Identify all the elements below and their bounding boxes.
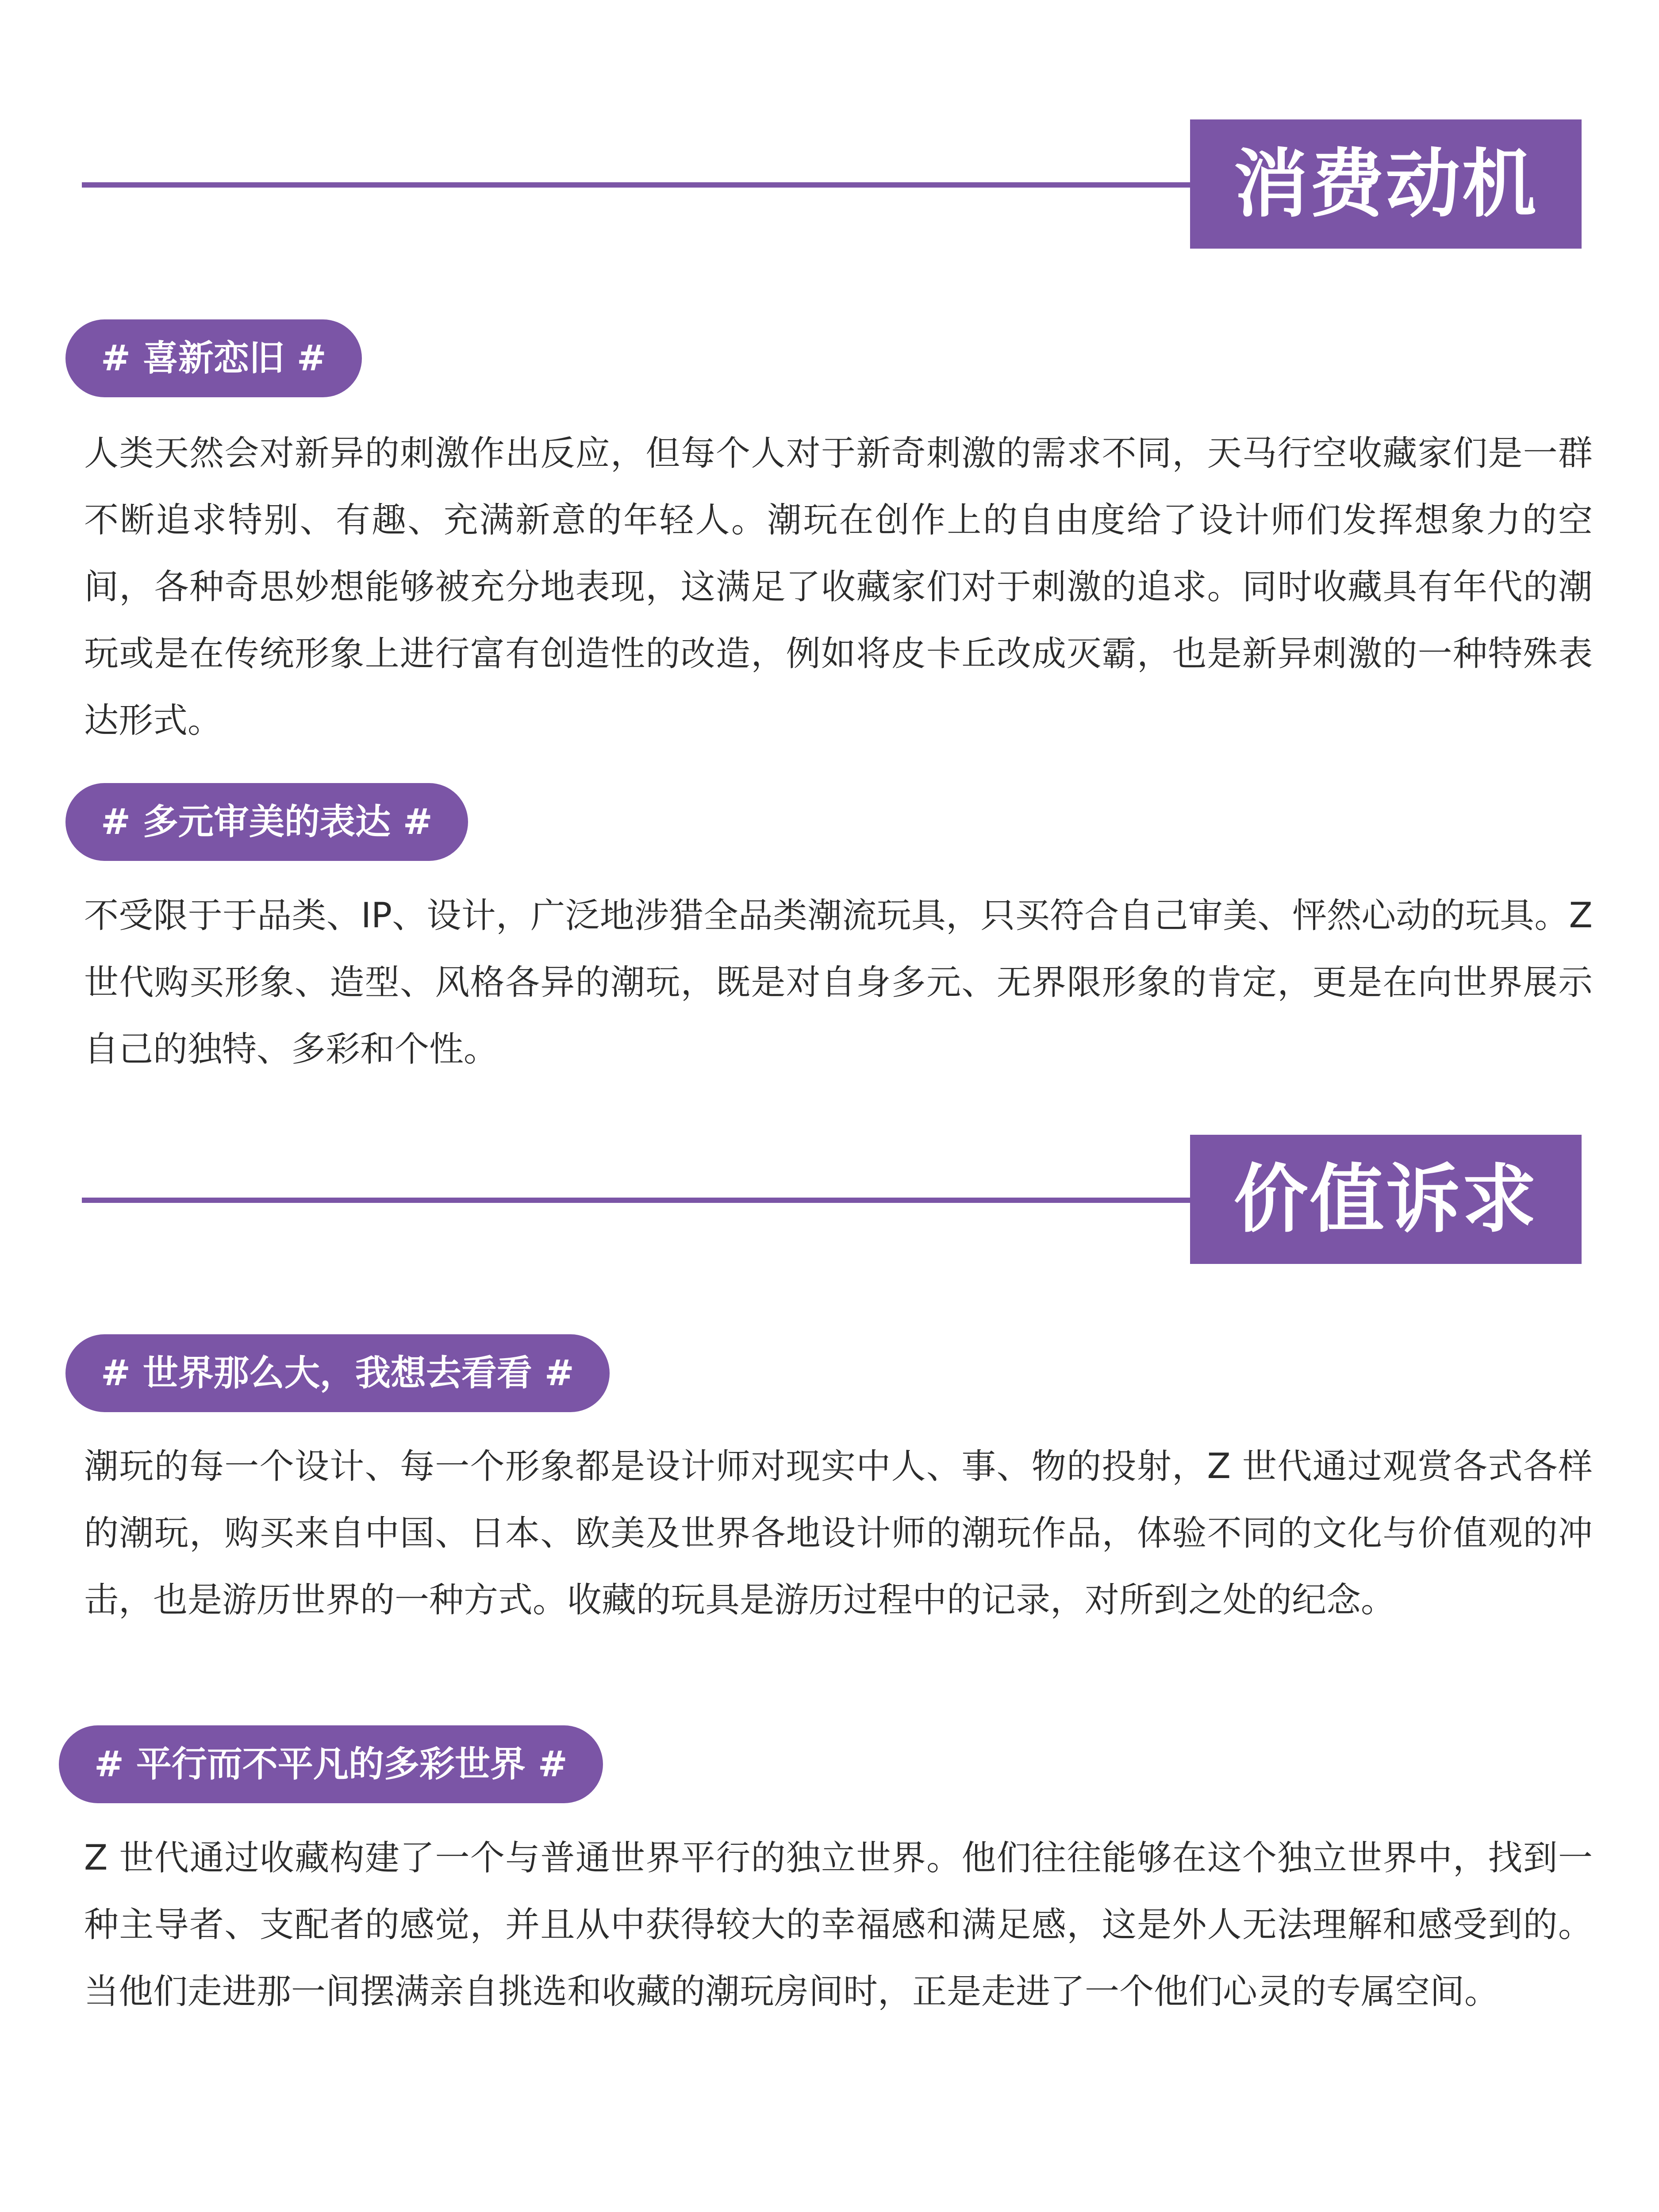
paragraph-text: 潮玩的每一个设计、每一个形象都是设计师对现实中人、事、物的投射，Z 世代通过观赏各式各样的潮玩，购买来自中国、日本、欧美及世界各地设计师的潮玩作品，体验不同的文化与价值观的冲击，也是游历世界的一种方式。收藏的玩具是游历过程中的记录，对所到之处的纪念。 [84,1447,1593,1620]
paragraph [84,1433,1593,1634]
section-divider-line [82,182,1197,188]
subsection-tag: # 多元审美的表达 # [65,783,468,861]
paragraph [84,420,1593,754]
paragraph-text: 人类天然会对新异的刺激作出反应，但每个人对于新奇刺激的需求不同，天马行空收藏家们是一群不断追求特别、有趣、充满新意的年轻人。潮玩在创作上的自由度给了设计师们发挥想象力的空间，各种奇思妙想能够被充分地表现，这满足了收藏家们对于刺激的追求。同时收藏具有年代的潮玩或是在传统形象上进行富有创造性的改造，例如将皮卡丘改成灭霸，也是新异刺激的一种特殊表达形式。 [84,434,1593,741]
paragraph [84,1825,1593,2025]
section-divider-line [82,1198,1197,1203]
subsection-tag: # 喜新恋旧 # [65,319,362,397]
paragraph [84,883,1593,1083]
section-header-motivation [0,119,1659,252]
section-title: 消费动机 [1190,119,1582,249]
paragraph-text: 不受限于于品类、IP、设计，广泛地涉猎全品类潮流玩具，只买符合自己审美、怦然心动的玩具。Z 世代购买形象、造型、风格各异的潮玩，既是对自身多元、无界限形象的肯定，更是在向世界展示自己的独特、多彩和个性。 [84,896,1593,1069]
subsection-tag: # 世界那么大，我想去看看 # [65,1334,610,1412]
paragraph-text: Z 世代通过收藏构建了一个与普通世界平行的独立世界。他们往往能够在这个独立世界中，找到一种主导者、支配者的感觉，并且从中获得较大的幸福感和满足感，这是外人无法理解和感受到的。当他们走进那一间摆满亲自挑选和收藏的潮玩房间时，正是走进了一个他们心灵的专属空间。 [84,1838,1593,2012]
section-header-value [0,1135,1659,1267]
section-title: 价值诉求 [1190,1135,1582,1264]
subsection-tag: # 平行而不平凡的多彩世界 # [59,1725,603,1803]
